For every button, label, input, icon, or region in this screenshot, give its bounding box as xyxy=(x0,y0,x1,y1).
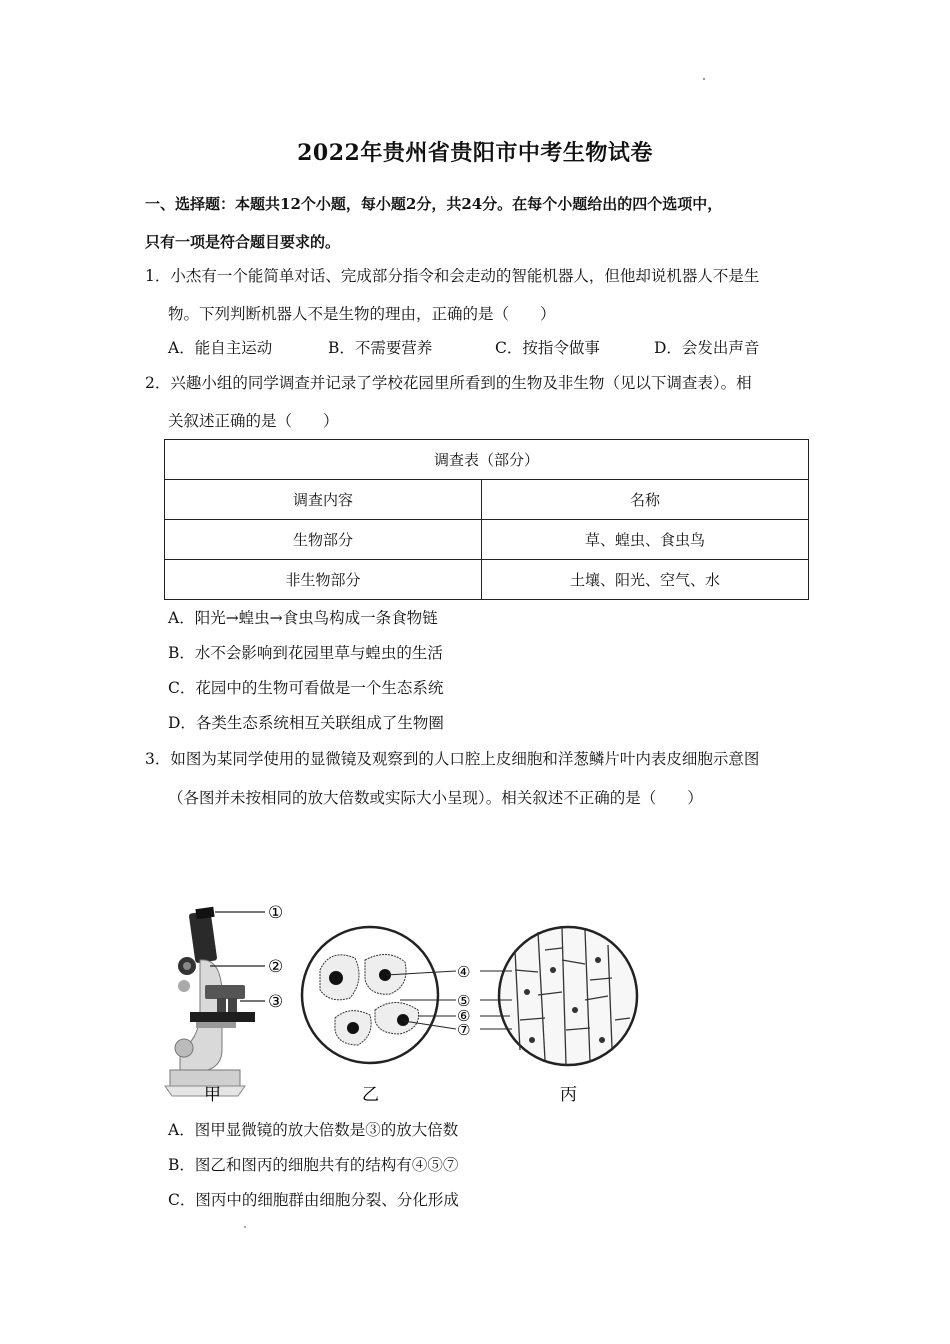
q3-option-b[interactable]: B．图乙和图丙的细胞共有的结构有④⑤⑦ xyxy=(168,1156,459,1174)
marker-3-label: ③ xyxy=(268,992,284,1012)
marker-1-label: ① xyxy=(268,903,284,923)
table-cell: 生物部分 xyxy=(165,520,482,560)
q3-option-c[interactable]: C．图丙中的细胞群由细胞分裂、分化形成 xyxy=(168,1191,459,1209)
section-heading-line2: 只有一项是符合题目要求的。 xyxy=(145,233,341,251)
cheek-cell-illustration xyxy=(302,927,470,1063)
marker-6-label: ⑥ xyxy=(457,1007,471,1025)
q2-option-a[interactable]: A．阳光→蝗虫→食虫鸟构成一条食物链 xyxy=(168,609,438,627)
table-row xyxy=(165,520,809,560)
figure-label-jia: 甲 xyxy=(204,1085,221,1105)
q3-stem-line2: （各图并未按相同的放大倍数或实际大小呈现）。相关叙述不正确的是（ ） xyxy=(168,789,703,807)
marker-5-label: ⑤ xyxy=(457,992,471,1010)
survey-table-header: 调查内容 xyxy=(165,480,482,520)
q1-stem-line1: 1．小杰有一个能简单对话、完成部分指令和会走动的智能机器人，但他却说机器人不是生 xyxy=(145,267,760,285)
q2-option-b[interactable]: B．水不会影响到花园里草与蝗虫的生活 xyxy=(168,644,443,662)
survey-table xyxy=(164,439,809,600)
scan-speck xyxy=(703,78,705,80)
page-title: 2022年贵州省贵阳市中考生物试卷 xyxy=(297,140,653,166)
figure-label-bing: 丙 xyxy=(560,1085,577,1105)
marker-2-label: ② xyxy=(268,957,284,977)
marker-4-label: ④ xyxy=(457,963,471,981)
q1-option-a[interactable]: A．能自主运动 xyxy=(168,339,273,357)
table-cell: 非生物部分 xyxy=(165,560,482,600)
q1-option-b[interactable]: B．不需要营养 xyxy=(328,339,433,357)
table-row xyxy=(165,560,809,600)
q2-option-d[interactable]: D．各类生态系统相互关联组成了生物圈 xyxy=(168,714,444,732)
marker-7-label: ⑦ xyxy=(457,1021,471,1039)
table-cell: 草、蝗虫、食虫鸟 xyxy=(482,520,809,560)
q1-option-c[interactable]: C．按指令做事 xyxy=(495,339,600,357)
q2-stem-line1: 2．兴趣小组的同学调查并记录了学校花园里所看到的生物及非生物（见以下调查表）。相 xyxy=(145,374,752,392)
microscope-illustration xyxy=(165,903,283,1096)
q1-option-d[interactable]: D．会发出声音 xyxy=(654,339,760,357)
survey-table-caption: 调查表（部分） xyxy=(165,440,809,480)
scan-speck xyxy=(244,1226,246,1228)
table-cell: 土壤、阳光、空气、水 xyxy=(482,560,809,600)
q2-stem-line2: 关叙述正确的是（ ） xyxy=(168,412,339,430)
q1-stem-line2: 物。下列判断机器人不是生物的理由，正确的是（ ） xyxy=(168,305,556,323)
onion-cell-illustration xyxy=(480,927,637,1065)
q3-option-a[interactable]: A．图甲显微镜的放大倍数是③的放大倍数 xyxy=(168,1121,459,1139)
q2-option-c[interactable]: C．花园中的生物可看做是一个生态系统 xyxy=(168,679,444,697)
microscope-cells-figure xyxy=(160,900,640,1110)
survey-table-header: 名称 xyxy=(482,480,809,520)
section-heading-line1: 一、选择题：本题共12个小题，每小题2分，共24分。在每个小题给出的四个选项中， xyxy=(145,195,723,213)
q3-stem-line1: 3．如图为某同学使用的显微镜及观察到的人口腔上皮细胞和洋葱鳞片叶内表皮细胞示意图 xyxy=(145,750,760,768)
figure-label-yi: 乙 xyxy=(362,1085,379,1105)
